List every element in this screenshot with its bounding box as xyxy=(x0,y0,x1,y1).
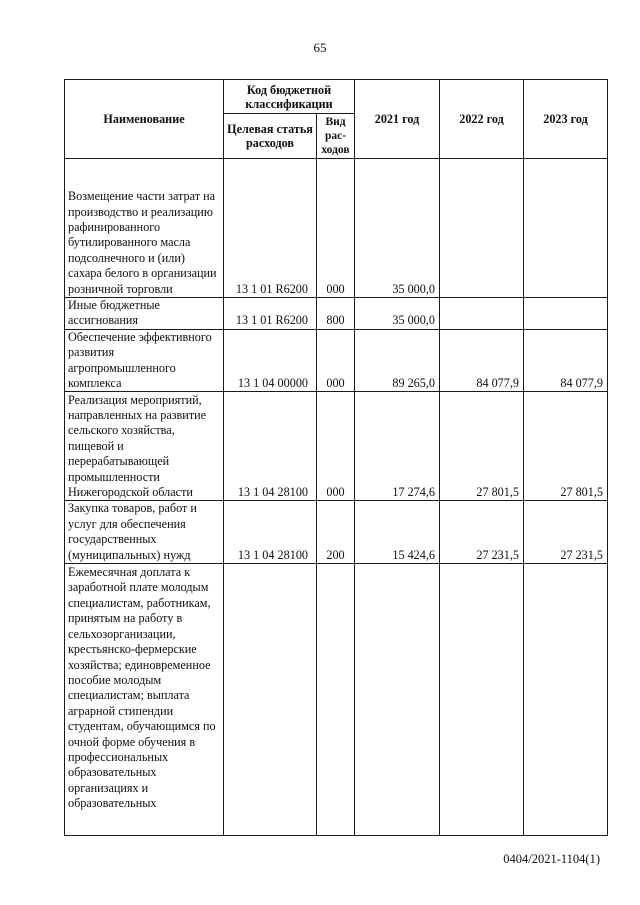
row-target-article: 13 1 01 R6200 xyxy=(224,298,317,330)
row-expense-kind: 800 xyxy=(317,298,355,330)
row-2021: 89 265,0 xyxy=(355,329,440,392)
row-2021 xyxy=(355,564,440,836)
table-row xyxy=(65,329,608,392)
document-code: 0404/2021-1104(1) xyxy=(503,852,600,866)
table-row xyxy=(65,392,608,501)
header-expense-kind: Вид рас-ходов xyxy=(317,114,355,159)
row-2021: 17 274,6 xyxy=(355,392,440,501)
row-2021: 35 000,0 xyxy=(355,298,440,330)
row-name: Ежемесячная доплата к заработной плате молодым специалистам, работникам, принятым на работу в сельхозорганизации, крестьянско-фермерские хозяйства; единовременное пособие молодым специалистам; выплата аграрной стипендии студентам, обучающимся по очной форме обучения в профессиональных образовательных организациях и образовательных xyxy=(65,564,224,836)
header-year-2022: 2022 год xyxy=(440,80,524,159)
table-row xyxy=(65,298,608,330)
row-2023 xyxy=(524,298,608,330)
table-row xyxy=(65,159,608,298)
table-row xyxy=(65,501,608,564)
header-target-article: Целевая статья расходов xyxy=(224,114,317,159)
row-target-article: 13 1 04 28100 xyxy=(224,392,317,501)
row-2023: 84 077,9 xyxy=(524,329,608,392)
row-name: Возмещение части затрат на производство и реализацию рафинированного бутилированного масла подсолнечного и (или) сахара белого в организации розничной торговли xyxy=(65,159,224,298)
row-expense-kind xyxy=(317,564,355,836)
row-expense-kind: 200 xyxy=(317,501,355,564)
row-2022: 27 801,5 xyxy=(440,392,524,501)
row-expense-kind: 000 xyxy=(317,392,355,501)
header-name: Наименование xyxy=(65,80,224,159)
header-year-2021: 2021 год xyxy=(355,80,440,159)
row-target-article: 13 1 04 00000 xyxy=(224,329,317,392)
row-target-article xyxy=(224,564,317,836)
row-name: Закупка товаров, работ и услуг для обеспечения государственных (муниципальных) нужд xyxy=(65,501,224,564)
row-expense-kind: 000 xyxy=(317,329,355,392)
budget-table xyxy=(64,79,608,836)
table-row xyxy=(65,564,608,836)
row-2022 xyxy=(440,298,524,330)
row-2023 xyxy=(524,564,608,836)
row-name: Реализация мероприятий, направленных на развитие сельского хозяйства, пищевой и перерабатывающей промышленности Нижегородской области xyxy=(65,392,224,501)
row-name: Обеспечение эффективного развития агропромышленного комплекса xyxy=(65,329,224,392)
header-code-group: Код бюджетной классификации xyxy=(224,80,355,114)
row-2022 xyxy=(440,159,524,298)
row-2021: 35 000,0 xyxy=(355,159,440,298)
row-2022: 84 077,9 xyxy=(440,329,524,392)
header-year-2023: 2023 год xyxy=(524,80,608,159)
row-2023 xyxy=(524,159,608,298)
row-expense-kind: 000 xyxy=(317,159,355,298)
row-2023: 27 231,5 xyxy=(524,501,608,564)
row-2022 xyxy=(440,564,524,836)
row-name: Иные бюджетные ассигнования xyxy=(65,298,224,330)
row-2022: 27 231,5 xyxy=(440,501,524,564)
row-2023: 27 801,5 xyxy=(524,392,608,501)
row-target-article: 13 1 04 28100 xyxy=(224,501,317,564)
row-2021: 15 424,6 xyxy=(355,501,440,564)
page-number: 65 xyxy=(313,40,327,55)
row-target-article: 13 1 01 R6200 xyxy=(224,159,317,298)
